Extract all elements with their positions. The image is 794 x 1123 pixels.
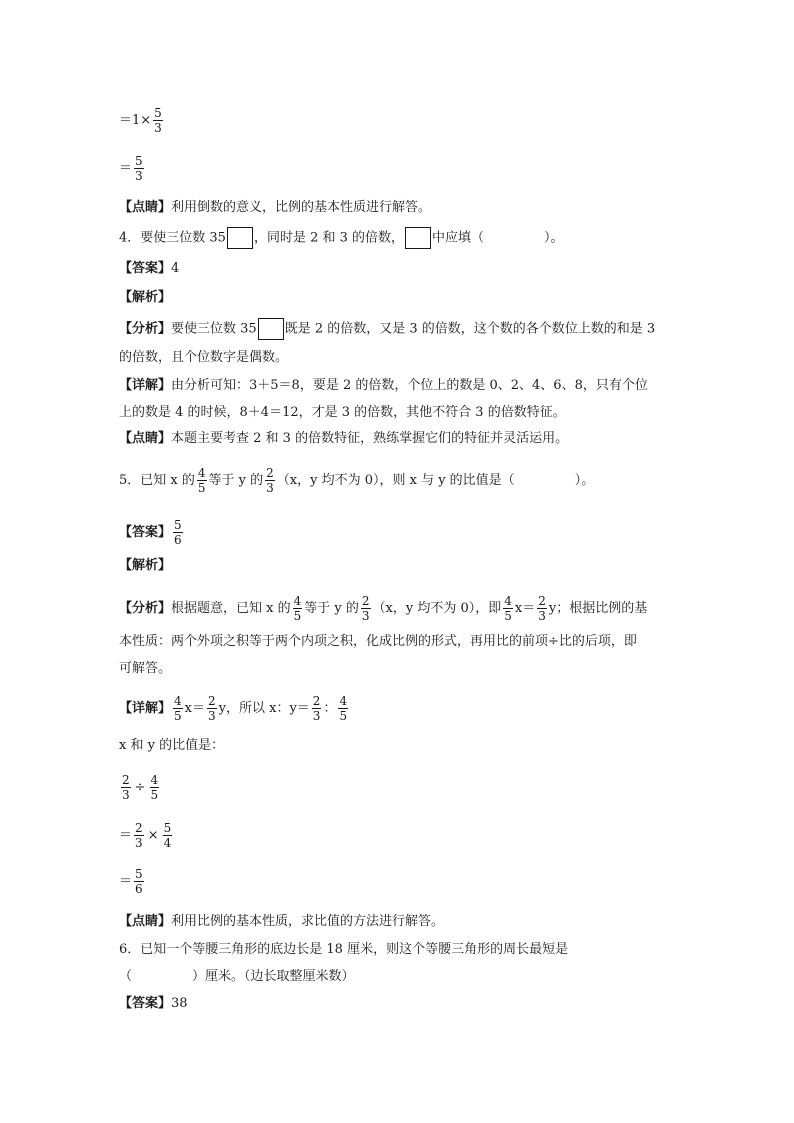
fraction: $\frac{2}{3}$ bbox=[538, 594, 546, 623]
fraction: $\frac{4}{5}$ bbox=[339, 694, 348, 723]
analysis-line: 可解答。 bbox=[119, 661, 172, 676]
answer-line: 【答案】4 bbox=[119, 261, 180, 276]
analysis-line: 【分析】要使三位数 35 既是 2 的倍数，又是 3 的倍数，这个数的各个数位上数的和是 3 bbox=[119, 318, 655, 340]
question-6-cont: （ ）厘米。（边长取整厘米数） bbox=[119, 969, 355, 984]
equation-line: $\frac{2}{3}$ ÷ $\frac{4}{5}$ bbox=[122, 773, 159, 802]
equation-line: ＝ $\frac{5}{6}$ bbox=[119, 867, 143, 896]
question-6: 6．已知一个等腰三角形的底边长是 18 厘米，则这个等腰三角形的周长最短是 bbox=[119, 942, 569, 957]
fraction: $\frac{4}{5}$ bbox=[293, 594, 302, 623]
blank-box bbox=[405, 227, 431, 249]
fraction: $\frac{4}{5}$ bbox=[197, 466, 206, 495]
fraction: $\frac{5}{3}$ bbox=[154, 106, 162, 135]
fraction: $\frac{5}{3}$ bbox=[135, 154, 143, 183]
fraction: $\frac{2}{3}$ bbox=[312, 694, 321, 723]
jiexi-heading: 【解析】 bbox=[119, 558, 172, 573]
comment-line: 【点睛】利用倒数的意义，比例的基本性质进行解答。 bbox=[119, 200, 432, 215]
answer-line: 【答案】38 bbox=[119, 996, 188, 1011]
equation-line: ＝ $\frac{5}{3}$ bbox=[119, 154, 143, 183]
fraction: $\frac{5}{6}$ bbox=[135, 867, 143, 896]
fraction: $\frac{2}{3}$ bbox=[266, 466, 274, 495]
question-5: 5．已知 x 的 $\frac{4}{5}$ 等于 y 的 $\frac{2}{3}$ （x，y 均不为 0），则 x 与 y 的比值是（ ）。 bbox=[119, 466, 595, 495]
question-4: 4．要使三位数 35 ，同时是 2 和 3 的倍数， 中应填（ ）。 bbox=[119, 227, 564, 249]
detail-line: 【详解】由分析可知：3＋5＝8，要是 2 的倍数，个位上的数是 0、2、4、6、8，只有个位 bbox=[119, 378, 648, 393]
detail-line: 【详解】 $\frac{4}{5}$ x＝ $\frac{2}{3}$ y，所以 x：y＝ $\frac{2}{3}$ ： $\frac{4}{5}$ bbox=[119, 694, 348, 723]
jiexi-heading: 【解析】 bbox=[119, 290, 172, 305]
comment-line: 【点睛】本题主要考查 2 和 3 的倍数特征，熟练掌握它们的特征并灵活运用。 bbox=[119, 431, 569, 446]
equation-line: ＝1× $\frac{5}{3}$ bbox=[119, 106, 162, 135]
fraction: $\frac{4}{5}$ bbox=[174, 694, 182, 723]
fraction: $\frac{4}{5}$ bbox=[150, 773, 159, 802]
analysis-line: 本性质：两个外项之积等于两个内项之积，化成比例的形式，再用比的前项÷比的后项，即 bbox=[119, 634, 637, 649]
ratio-line: x 和 y 的比值是： bbox=[119, 738, 225, 753]
fraction: $\frac{2}{3}$ bbox=[135, 821, 143, 850]
comment-line: 【点睛】利用比例的基本性质，求比值的方法进行解答。 bbox=[119, 914, 445, 929]
blank-box bbox=[258, 318, 284, 340]
fraction: $\frac{2}{3}$ bbox=[208, 694, 216, 723]
detail-line: 上的数是 4 的时候，8＋4＝12，才是 3 的倍数，其他不符合 3 的倍数特征。 bbox=[119, 405, 566, 420]
fraction: $\frac{2}{3}$ bbox=[122, 773, 130, 802]
fraction: $\frac{5}{4}$ bbox=[163, 821, 172, 850]
analysis-line: 【分析】根据题意，已知 x 的 $\frac{4}{5}$ 等于 y 的 $\frac{2}{3}$ （x，y 均不为 0），即 $\frac{4}{5}$ x＝ $\frac{2}{3}$ y；根据比例的基 bbox=[119, 594, 648, 623]
analysis-line: 的倍数，且个位数字是偶数。 bbox=[119, 350, 289, 365]
fraction: $\frac{4}{5}$ bbox=[504, 594, 512, 623]
fraction: $\frac{5}{6}$ bbox=[174, 518, 182, 547]
answer-line: 【答案】 $\frac{5}{6}$ bbox=[119, 518, 182, 547]
fraction: $\frac{2}{3}$ bbox=[361, 594, 370, 623]
blank-box bbox=[227, 227, 253, 249]
equation-line: ＝ $\frac{2}{3}$ × $\frac{5}{4}$ bbox=[119, 821, 172, 850]
